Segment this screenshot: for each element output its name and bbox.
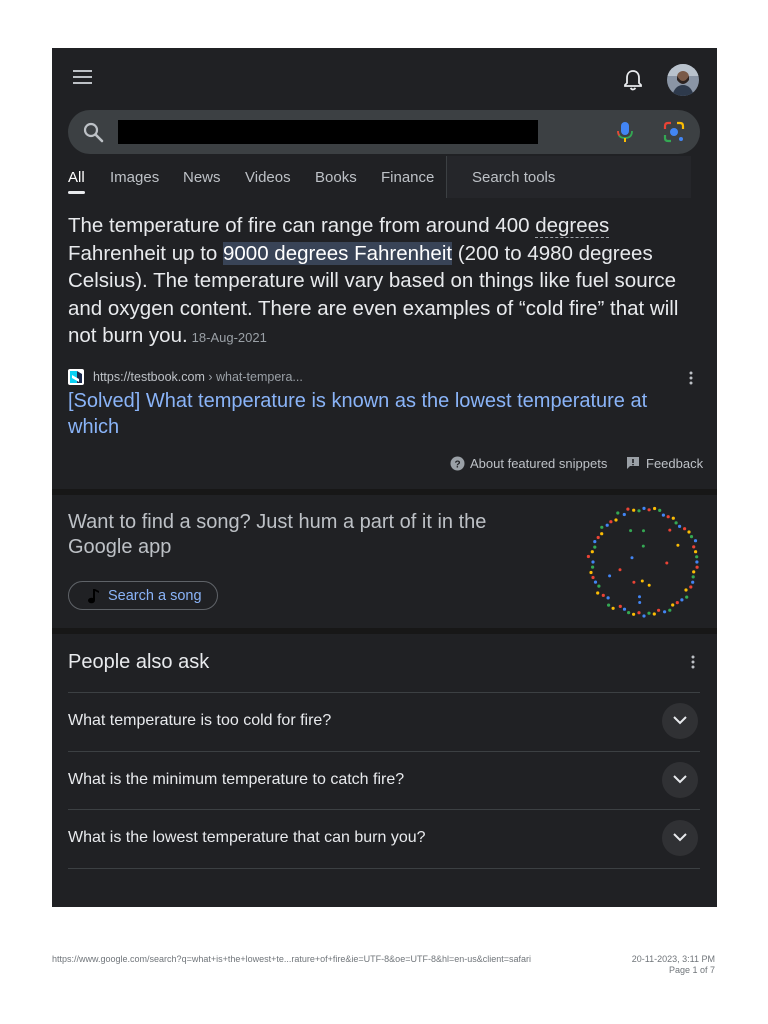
decorative-dot: [614, 518, 617, 521]
decorative-dot: [600, 532, 603, 535]
decorative-dot: [593, 540, 596, 543]
decorative-dot: [597, 536, 600, 539]
decorative-dot: [672, 517, 675, 520]
decorative-dot: [629, 529, 632, 532]
decorative-dot: [641, 580, 644, 583]
search-tabs: [52, 156, 717, 198]
decorative-dot: [662, 514, 665, 517]
decorative-dot: [632, 509, 635, 512]
decorative-dot: [653, 612, 656, 615]
song-card-title: Want to find a song? Just hum a part of it in the Google app: [68, 511, 487, 558]
decorative-dot: [623, 513, 626, 516]
decorative-dot: [600, 526, 603, 529]
decorative-dot: [692, 570, 695, 573]
decorative-dot: [684, 588, 687, 591]
svg-text:?: ?: [454, 459, 461, 471]
decorative-dot: [668, 529, 671, 532]
source-path: › what-tempera...: [204, 370, 303, 384]
decorative-dot: [667, 515, 670, 518]
decorative-dot: [591, 566, 594, 569]
decorative-dot: [638, 595, 641, 598]
decorative-dot: [676, 544, 679, 547]
decorative-dot: [694, 550, 697, 553]
decorative-dot: [648, 584, 651, 587]
decorative-dot: [616, 511, 619, 514]
decorative-dot: [675, 521, 678, 524]
decorative-dot: [695, 555, 698, 558]
decorative-dot: [591, 550, 594, 553]
snippet-highlight: 9000 degrees Fahrenheit: [223, 241, 453, 265]
decorative-dot: [647, 612, 650, 615]
about-featured-snippets-link[interactable]: [450, 455, 606, 473]
hum-dots-illustration: [584, 503, 704, 621]
search-results-screen: [52, 48, 717, 907]
bell-icon[interactable]: [622, 68, 644, 92]
decorative-dot: [593, 546, 596, 549]
decorative-dot: [691, 581, 694, 584]
decorative-dot: [637, 509, 640, 512]
tab-news[interactable]: News: [183, 169, 221, 186]
tab-search-tools[interactable]: Search tools: [472, 169, 556, 186]
snippet-text-part: (200 to 4980 degrees Celsius). The temperature will vary based on things like fuel source and oxygen content. There are even examples of “cold fire” that will not burn you.: [68, 241, 679, 347]
chevron-down-icon[interactable]: [662, 762, 698, 798]
testbook-favicon: [68, 369, 84, 385]
decorative-dot: [632, 581, 635, 584]
decorative-dot: [694, 539, 697, 542]
decorative-dot: [695, 560, 698, 563]
kebab-icon[interactable]: [690, 654, 696, 670]
kebab-icon[interactable]: [688, 370, 694, 386]
decorative-dot: [678, 525, 681, 528]
decorative-dot: [619, 605, 622, 608]
decorative-dot: [637, 611, 640, 614]
lens-icon[interactable]: [662, 120, 686, 144]
tab-images[interactable]: Images: [110, 169, 160, 186]
decorative-dot: [619, 568, 622, 571]
decorative-dot: [692, 545, 695, 548]
decorative-dot: [687, 530, 690, 533]
people-also-ask: [52, 634, 717, 907]
decorative-dot: [683, 527, 686, 530]
snippet-dotted-word[interactable]: degrees: [535, 214, 610, 237]
decorative-dot: [671, 603, 674, 606]
decorative-dot: [602, 594, 605, 597]
decorative-dot: [663, 610, 666, 613]
search-input[interactable]: [118, 120, 538, 144]
source-url: [93, 370, 303, 384]
snippet-date: 18-Aug-2021: [191, 330, 267, 345]
search-bar: [68, 110, 700, 154]
decorative-dot: [597, 585, 600, 588]
decorative-dot: [642, 614, 645, 617]
decorative-dot: [607, 596, 610, 599]
decorative-dot: [690, 535, 693, 538]
mic-icon[interactable]: [614, 120, 636, 144]
decorative-dot: [626, 508, 629, 511]
paa-question-text: What temperature is too cold for fire?: [68, 712, 332, 729]
decorative-dot: [692, 575, 695, 578]
decorative-dot: [631, 556, 634, 559]
decorative-dot: [589, 571, 592, 574]
decorative-dot: [632, 613, 635, 616]
decorative-dot: [627, 611, 630, 614]
feedback-label: Feedback: [646, 456, 704, 471]
decorative-dot: [642, 545, 645, 548]
hum-to-search-card: [52, 495, 717, 628]
search-a-song-label: Search a song: [108, 588, 202, 604]
decorative-dot: [596, 591, 599, 594]
decorative-dot: [609, 520, 612, 523]
featured-snippet-text: [68, 212, 700, 352]
music-note-icon: [86, 588, 100, 604]
decorative-dot: [612, 607, 615, 610]
decorative-dot: [608, 574, 611, 577]
paa-question[interactable]: [68, 692, 700, 751]
paa-question-text: What is the lowest temperature that can burn you?: [68, 829, 426, 846]
decorative-dot: [676, 601, 679, 604]
paa-question-text: What is the minimum temperature to catch fire?: [68, 771, 405, 788]
feedback-icon: [626, 456, 640, 470]
decorative-dot: [665, 562, 668, 565]
paa-title: People also ask: [68, 651, 210, 673]
about-label: About featured snippets: [470, 456, 608, 471]
tab-all[interactable]: All: [68, 169, 85, 186]
decorative-dot: [658, 509, 661, 512]
snippet-text-part: The temperature of fire can range from around 400: [68, 214, 536, 237]
paa-question[interactable]: [68, 751, 700, 810]
result-source[interactable]: [68, 368, 700, 386]
decorative-dot: [680, 598, 683, 601]
decorative-dot: [653, 507, 656, 510]
decorative-dot: [648, 508, 651, 511]
decorative-dot: [591, 560, 594, 563]
decorative-dot: [623, 608, 626, 611]
tabs-divider: [446, 156, 447, 198]
decorative-dot: [594, 581, 597, 584]
decorative-dot: [606, 524, 609, 527]
print-footer-page: Page 1 of 7: [668, 965, 715, 975]
search-icon: [82, 121, 104, 143]
decorative-dot: [642, 529, 645, 532]
chevron-down-icon[interactable]: [662, 820, 698, 856]
decorative-dot: [642, 507, 645, 510]
decorative-dot: [696, 566, 699, 569]
decorative-dot: [668, 609, 671, 612]
print-footer-datetime: 20-11-2023, 3:11 PM: [631, 954, 715, 964]
menu-icon[interactable]: [72, 68, 94, 86]
decorative-dot: [587, 555, 590, 558]
decorative-dot: [689, 585, 692, 588]
tab-active-indicator: [68, 191, 85, 194]
snippet-text-part: Fahrenheit up to: [68, 241, 223, 265]
decorative-dot: [657, 609, 660, 612]
paa-question[interactable]: [68, 809, 700, 869]
help-icon: [450, 456, 465, 471]
print-footer-url: https://www.google.com/search?q=what+is+the+lowest+te...rature+of+fire&ie=UTF-8&oe=UTF-8&hl=en-us&client=safari: [52, 954, 531, 964]
source-domain: https://testbook.com: [93, 370, 205, 384]
tab-finance[interactable]: Finance: [381, 169, 435, 186]
decorative-dot: [638, 601, 641, 604]
chevron-down-icon[interactable]: [662, 703, 698, 739]
result-title-link[interactable]: [Solved] What temperature is known as the lowest temperature at which: [68, 390, 648, 438]
tab-videos[interactable]: Videos: [245, 169, 291, 186]
decorative-dot: [591, 576, 594, 579]
feedback-link[interactable]: [626, 455, 706, 473]
avatar[interactable]: [667, 64, 699, 96]
tab-books[interactable]: Books: [315, 169, 357, 186]
search-a-song-button[interactable]: [68, 581, 218, 610]
decorative-dot: [607, 604, 610, 607]
decorative-dot: [685, 596, 688, 599]
top-bar: [52, 48, 717, 110]
